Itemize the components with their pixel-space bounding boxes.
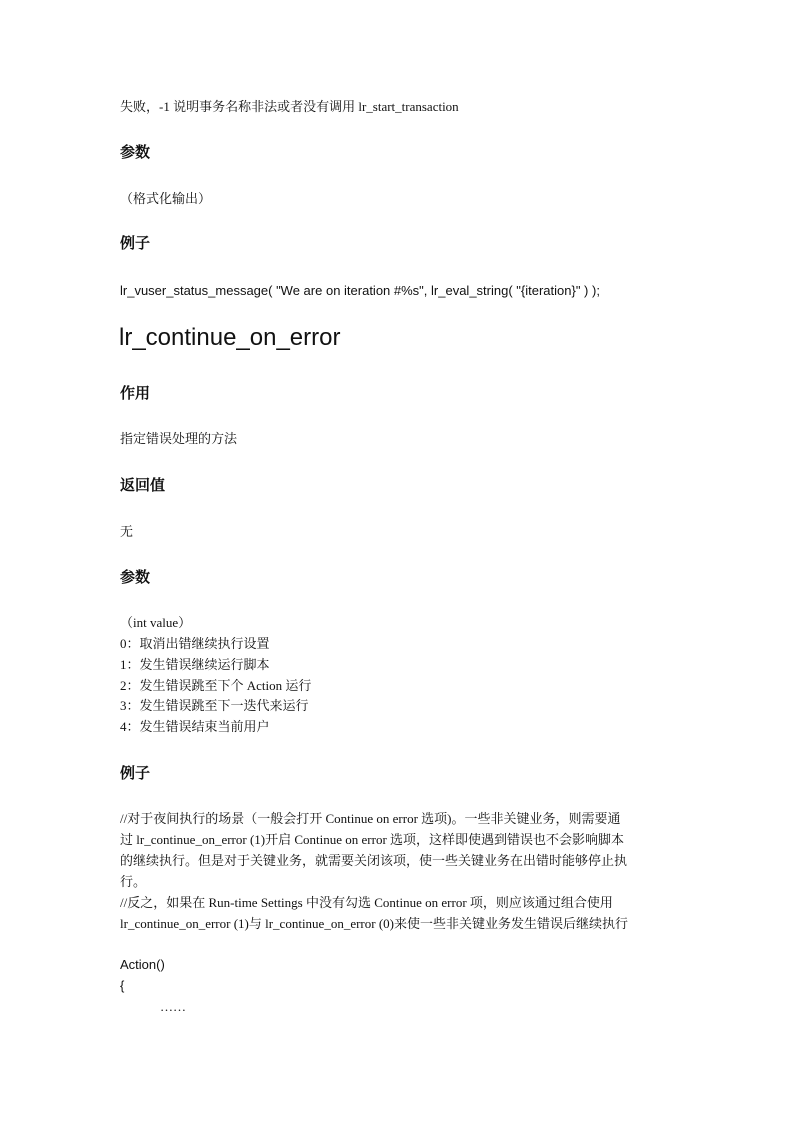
param-line: 0：取消出错继续执行设置 bbox=[120, 636, 270, 651]
example-line: lr_continue_on_error (1)与 lr_continue_on_error (0)来使一些非关键业务发生错误后继续执行 bbox=[120, 916, 628, 931]
code-line: Action() bbox=[120, 957, 165, 972]
example-line: //反之，如果在 Run-time Settings 中没有勾选 Continue on error 项，则应该通过组合使用 bbox=[120, 895, 613, 910]
params-heading: 参数 bbox=[120, 144, 151, 161]
return-heading: 返回值 bbox=[120, 477, 166, 494]
example-code: lr_vuser_status_message( "We are on iteration #%s", lr_eval_string( "{iteration}" ) ); bbox=[120, 283, 600, 298]
function-title: lr_continue_on_error bbox=[119, 324, 341, 351]
params-text: （格式化输出） bbox=[120, 191, 212, 206]
code-line: { bbox=[120, 978, 125, 993]
fail-text: 失败，-1 说明事务名称非法或者没有调用 lr_start_transaction bbox=[120, 99, 459, 114]
example-line: 过 lr_continue_on_error (1)开启 Continue on error 选项，这样即使遇到错误也不会影响脚本 bbox=[120, 832, 625, 847]
params-heading-2: 参数 bbox=[120, 569, 151, 586]
purpose-heading: 作用 bbox=[120, 385, 151, 402]
param-line: 1：发生错误继续运行脚本 bbox=[120, 657, 270, 672]
code-line: …… bbox=[160, 999, 186, 1014]
param-line: 4：发生错误结束当前用户 bbox=[120, 719, 270, 734]
example-line: 行。 bbox=[120, 874, 147, 889]
param-line: 2：发生错误跳至下个 Action 运行 bbox=[120, 678, 312, 693]
param-line: 3：发生错误跳至下一迭代来运行 bbox=[120, 698, 309, 713]
param-line: （int value） bbox=[120, 615, 192, 630]
example-line: //对于夜间执行的场景（一般会打开 Continue on error 选项)。一些非关键业务，则需要通 bbox=[120, 811, 621, 826]
example-line: 的继续执行。但是对于关键业务，就需要关闭该项，使一些关键业务在出错时能够停止执 bbox=[120, 853, 628, 868]
example-heading: 例子 bbox=[120, 235, 151, 252]
return-text: 无 bbox=[120, 524, 134, 539]
purpose-text: 指定错误处理的方法 bbox=[120, 431, 238, 446]
example-heading-2: 例子 bbox=[120, 765, 151, 782]
